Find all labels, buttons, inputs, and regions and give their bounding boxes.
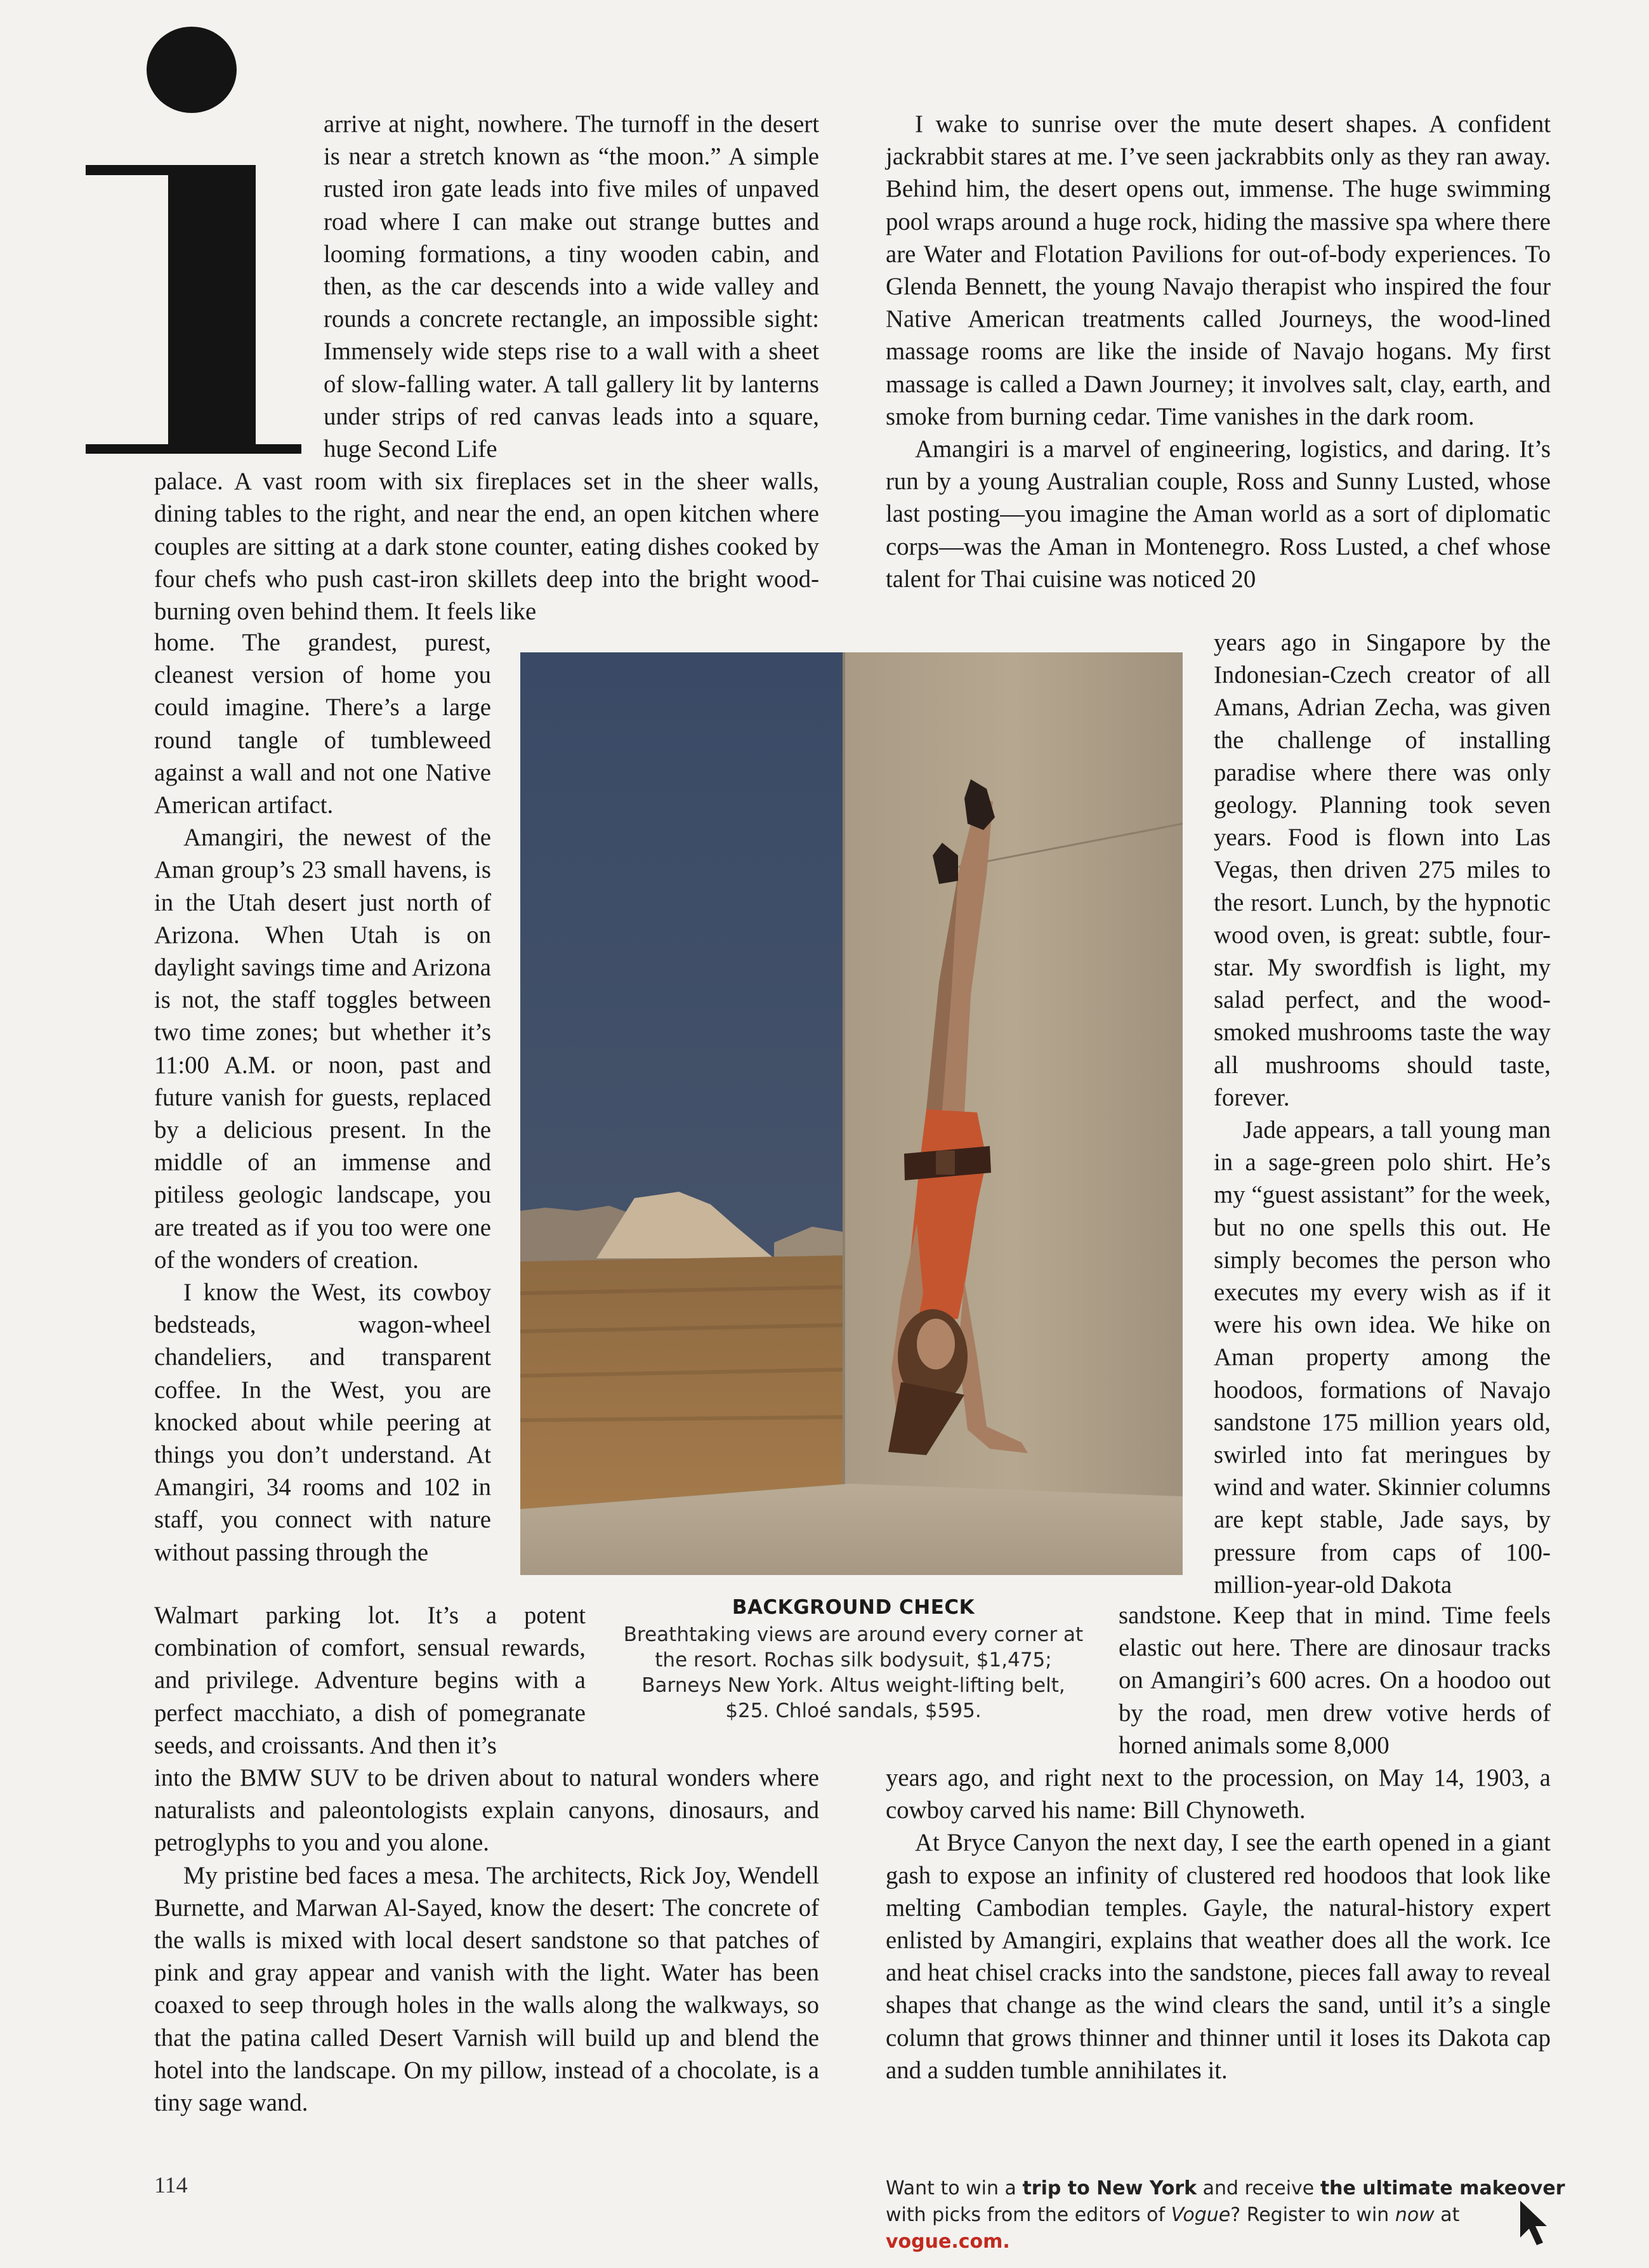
caption-title: BACKGROUND CHECK xyxy=(732,1596,975,1619)
promo-bold-makeover: the ultimate makeover xyxy=(1320,2177,1565,2199)
promo-part: with picks from the editors of xyxy=(886,2204,1171,2226)
paragraph-7-mid: sandstone. Keep that in mind. Time feels elastic out here. There are dinosaur tracks on Amangiri’s 600 acres. On a hoodoo out by the road, men drew votive herds of horned animals some 8,000 xyxy=(1119,1602,1551,1759)
column-left-mid xyxy=(154,1599,586,1762)
column-right-narrow xyxy=(1214,626,1551,1601)
page-number: 114 xyxy=(154,2172,188,2198)
column-left xyxy=(154,108,819,628)
paragraph-8: At Bryce Canyon the next day, I see the earth opened in a giant gash to expose an infinity of clustered red hoodoos that look like melting Cambodian temples. Gayle, the natural-history expert enlisted by Amangiri, explains that weather does all the work. Ice and heat chisel cracks into the sandstone, pieces fall away to reveal shapes that change as the wind clears the sand, until it’s a single column that grows thinner and thinner until it loses its Dakota cap and a sudden tumble annihilates it. xyxy=(886,1829,1551,2084)
paragraph-3-mid: Walmart parking lot. It’s a potent combination of comfort, sensual rewards, and privilege. Adventure begins with a perfect macchiato, a dish of pomegranate seeds, and croissants. And then it’s xyxy=(154,1602,586,1759)
promo-text xyxy=(886,2175,1571,2255)
paragraph-7-narrow: Jade appears, a tall young man in a sage-green polo shirt. He’s my “guest assistant” for the week, but no one spells this out. He simply becomes the person who executes my every wish as if it were his own idea. We hike on Aman property among the hoodoos, formations of Navajo sandstone 175 million years old, swirled into fat meringues by wind and water. Skinnier columns are kept stable, Jade says, by pressure from caps of 100-million-year-old Dakota xyxy=(1214,1116,1551,1599)
paragraph-1-lead: arrive at night, nowhere. The turnoff in the desert is near a stretch known as “the moon.” A simple rusted iron gate leads into five miles of unpaved road where I can make out strange buttes and looming formations, a tiny wooden cabin, and then, as the car descends into a wide valley and rounds a concrete rectangle, an impossible sight: Immensely wide steps rise to a wall with a sheet of slow-falling water. A tall gallery lit by lanterns under strips of red canvas leads into a square, huge Second Life xyxy=(324,110,819,463)
paragraph-2: Amangiri, the newest of the Aman group’s 23 small havens, is in the Utah desert just north of Arizona. When Utah is on daylight savings time and Arizona is not, the staff toggles between two time zones; but whether it’s 11:00 A.M. or noon, past and future vanish for guests, replaced by a delicious present. In the middle of an immense and pitiless geologic landscape, you are treated as if you too were one of the wonders of creation. xyxy=(154,824,491,1274)
column-right-bottom xyxy=(886,1762,1551,2087)
column-right-mid xyxy=(1119,1599,1551,1762)
promo-italic-vogue: Vogue xyxy=(1171,2204,1231,2226)
paragraph-7-wide: years ago, and right next to the procession, on May 14, 1903, a cowboy carved his name: Bill Chynoweth. xyxy=(886,1764,1551,1824)
column-right xyxy=(886,108,1551,595)
photo-caption xyxy=(619,1593,1088,1724)
feature-photo xyxy=(520,652,1183,1575)
paragraph-1-narrow: home. The grandest, purest, cleanest version of home you could imagine. There’s a large round tangle of tumbleweed against a wall and not one Native American artifact. xyxy=(154,629,491,819)
column-left-narrow xyxy=(154,626,491,1569)
paragraph-6-narrow: years ago in Singapore by the Indonesian-Czech creator of all Amans, Adrian Zecha, was given the challenge of installing paradise where there was only geology. Planning took seven years. Food is flown into Las Vegas, then driven 275 miles to the resort. Lunch, by the hypnotic wood oven, is great: subtle, four-star. My swordfish is light, my salad perfect, and the wood-smoked mushrooms taste the way all mushrooms should taste, forever. xyxy=(1214,629,1551,1111)
paragraph-4: My pristine bed faces a mesa. The architects, Rick Joy, Wendell Burnette, and Marwan Al-Sayed, know the desert: The concrete of the walls is mixed with local desert sandstone so that patches of pink and gray appear and vanish with the light. Water has been coaxed to seep through holes in the walls along the walkways, so that the patina called Desert Varnish will build up and blend the hotel into the landscape. On my pillow, instead of a chocolate, is a tiny sage wand. xyxy=(154,1861,819,2117)
paragraph-3-narrow: I know the West, its cowboy bedsteads, wagon-wheel chandeliers, and transparent coffee. In the West, you are knocked about while peering at things you don’t understand. At Amangiri, 34 rooms and 102 in staff, you connect with nature without passing through the xyxy=(154,1279,491,1566)
promo-part: Want to win a xyxy=(886,2177,1023,2199)
promo-bold-trip: trip to New York xyxy=(1022,2177,1197,2199)
promo-part: and receive xyxy=(1197,2177,1320,2199)
paragraph-3-wide: into the BMW SUV to be driven about to natural wonders where naturalists and paleontologists explain canyons, dinosaurs, and petroglyphs to you and you alone. xyxy=(154,1764,819,1857)
caption-body: Breathtaking views are around every corner at the resort. Rochas silk bodysuit, $1,475; Barneys New York. Altus weight-lifting belt, $25. Chloé sandals, $595. xyxy=(623,1623,1084,1722)
promo-part: at xyxy=(1434,2204,1460,2226)
vogue-link[interactable]: vogue.com. xyxy=(886,2231,1010,2253)
column-left-bottom xyxy=(154,1762,819,2119)
paragraph-5: I wake to sunrise over the mute desert shapes. A confident jackrabbit stares at me. I’ve seen jackrabbits only as they ran away. Behind him, the desert opens out, immense. The huge swimming pool wraps around a huge rock, hiding the massive spa where there are Water and Flotation Pavilions for out-of-body experiences. To Glenda Bennett, the young Navajo therapist who inspired the four Native American treatments called Journeys, the wood-lined massage rooms are like the inside of Navajo hogans. My first massage is called a Dawn Journey; it involves salt, clay, earth, and smoke from burning cedar. Time vanishes in the dark room. xyxy=(886,110,1551,430)
paragraph-1-wide: palace. A vast room with six fireplaces set in the sheer walls, dining tables to the right, and near the end, an open kitchen where couples are sitting at a dark stone counter, eating dishes cooked by four chefs who push cast-iron skillets deep into the bright wood-burning oven behind them. It feels like xyxy=(154,468,819,626)
cursor-arrow-icon xyxy=(1518,2198,1551,2248)
promo-part: ? Register to win xyxy=(1230,2204,1395,2226)
paragraph-6-wide: Amangiri is a marvel of engineering, logistics, and daring. It’s run by a young Australian couple, Ross and Sunny Lusted, whose last posting—you imagine the Aman world as a sort of diplomatic corps—was the Aman in Montenegro. Ross Lusted, a chef whose talent for Thai cuisine was noticed 20 xyxy=(886,435,1551,593)
photo-illustration xyxy=(520,652,1183,1575)
promo-italic-now: now xyxy=(1395,2204,1435,2226)
